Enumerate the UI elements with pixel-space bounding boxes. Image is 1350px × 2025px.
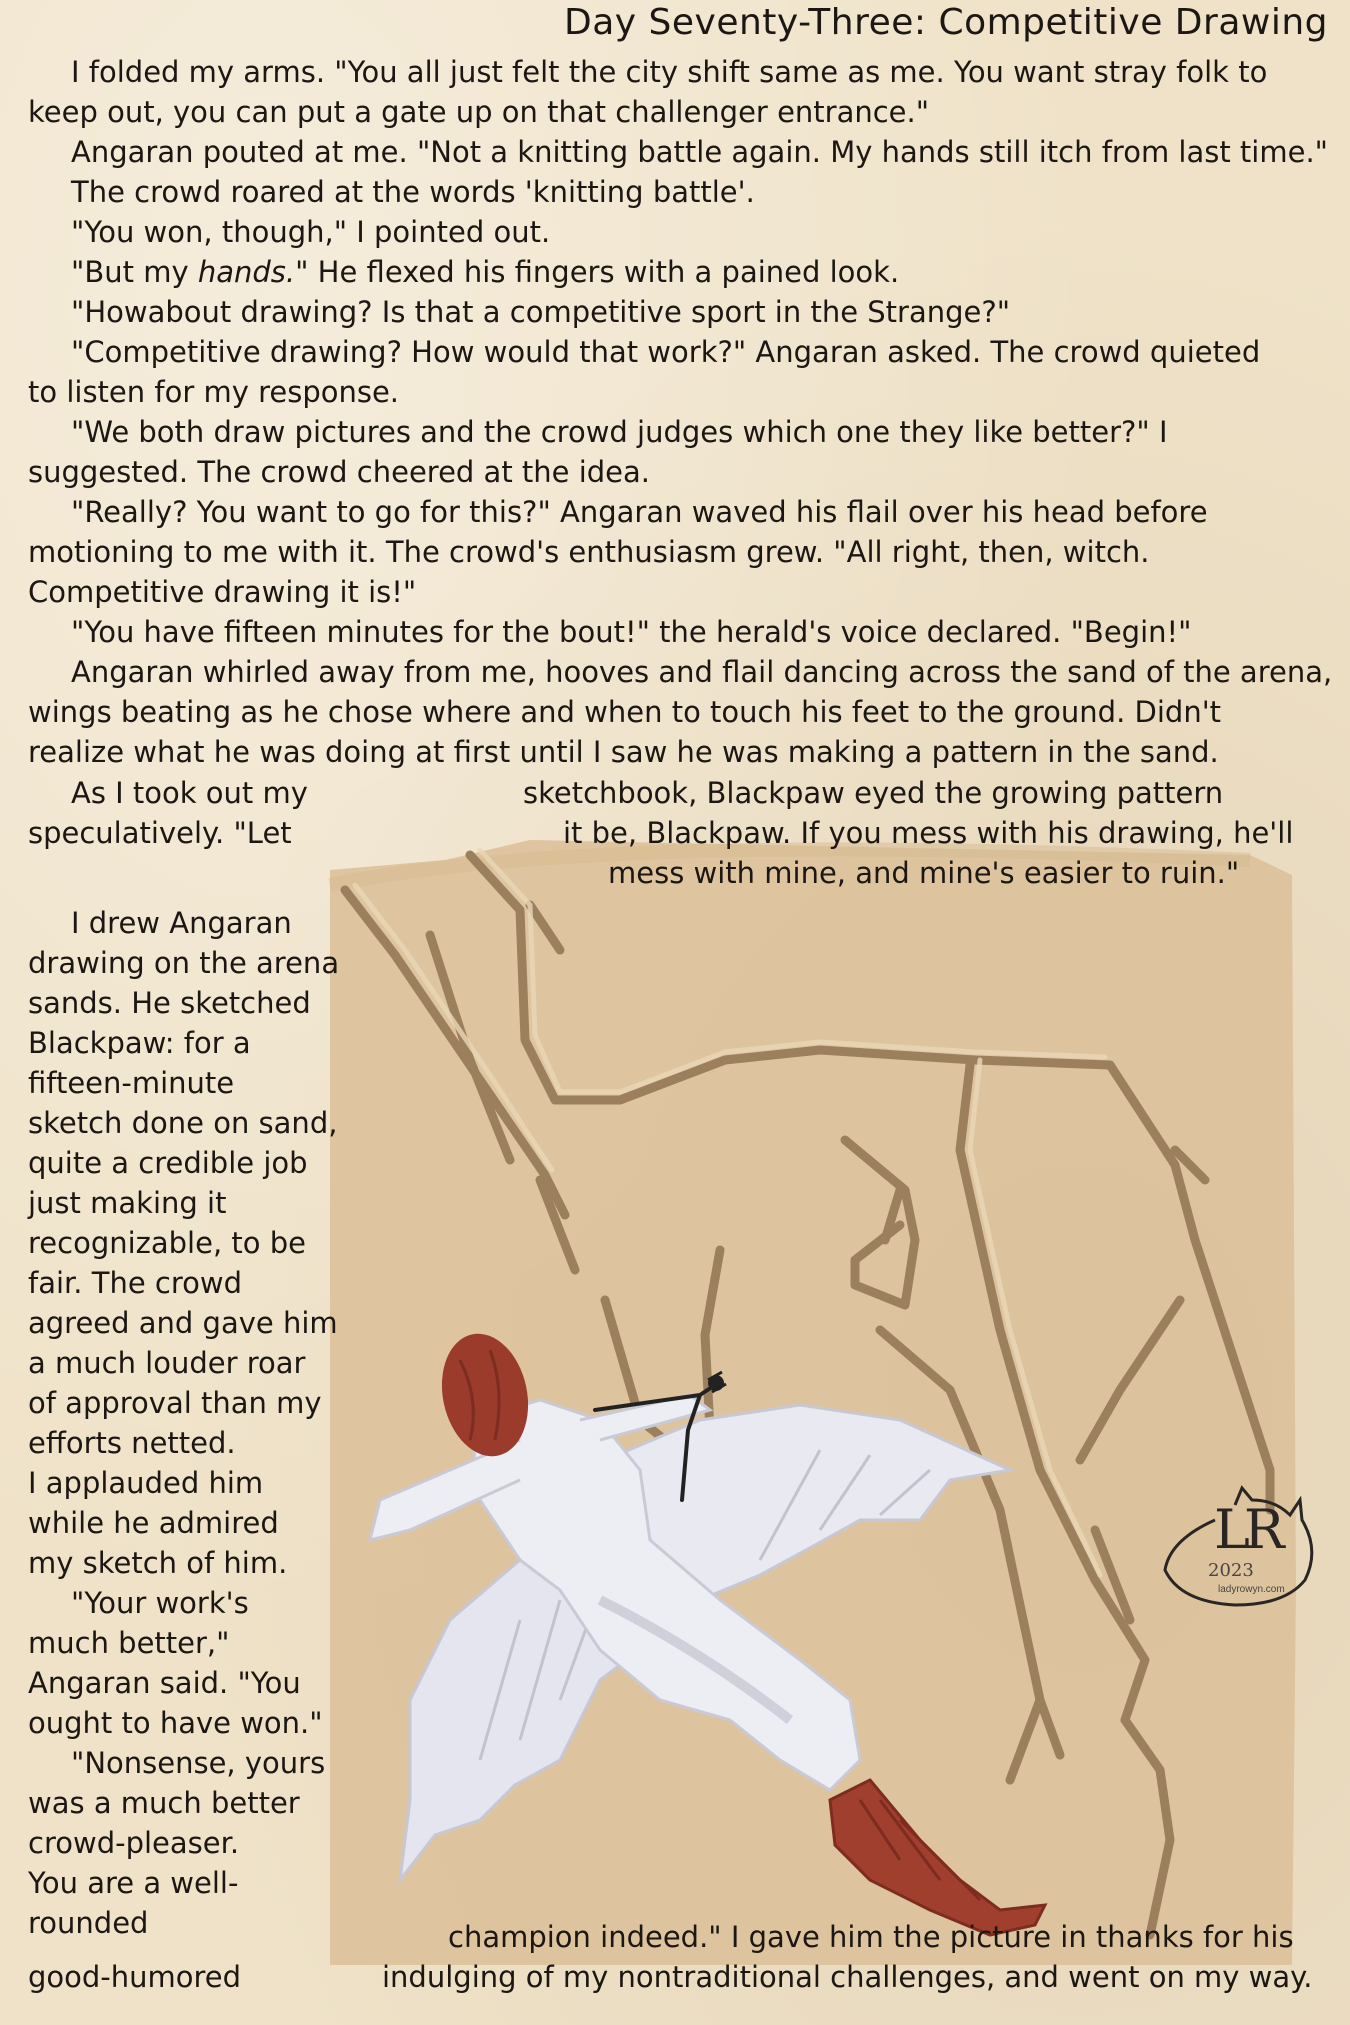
text-line: "Howabout drawing? Is that a competitive sport in the Strange?" (71, 295, 1011, 329)
text-line: much better," (28, 1626, 230, 1660)
text-line: champion indeed." I gave him the picture in thanks for his (448, 1920, 1294, 1954)
text-line: recognizable, to be (28, 1226, 306, 1260)
text-line: "We both draw pictures and the crowd judges which one they like better?" I (71, 415, 1168, 449)
text-line: of approval than my (28, 1386, 322, 1420)
text-line: Angaran whirled away from me, hooves and flail dancing across the sand of the arena, (71, 655, 1333, 689)
text-line: Blackpaw: for a (28, 1026, 251, 1060)
text-line: I drew Angaran (71, 906, 292, 940)
text-line: Angaran pouted at me. "Not a knitting battle again. My hands still itch from last time." (71, 135, 1329, 169)
text-line: fifteen-minute (28, 1066, 235, 1100)
text-line: wings beating as he chose where and when to touch his feet to the ground. Didn't (28, 695, 1222, 729)
text-line: The crowd roared at the words 'knitting battle'. (71, 175, 755, 209)
signature (1160, 1488, 1310, 1603)
text-line: ought to have won." (28, 1706, 323, 1740)
text-line: fair. The crowd (28, 1266, 242, 1300)
text-span: "But my (71, 255, 198, 289)
text-line: rounded (28, 1906, 149, 1940)
text-line: You are a well- (28, 1866, 239, 1900)
text-line: Angaran said. "You (28, 1666, 301, 1700)
text-line: crowd-pleaser. (28, 1826, 240, 1860)
text-line: quite a credible job (28, 1146, 308, 1180)
signature-monogram: LR (1214, 1498, 1279, 1561)
text-line: keep out, you can put a gate up on that challenger entrance." (28, 95, 930, 129)
text-line: sketchbook, Blackpaw eyed the growing pattern (523, 776, 1224, 810)
text-line: "You have fifteen minutes for the bout!" the herald's voice declared. "Begin!" (71, 615, 1192, 649)
text-line: while he admired (28, 1506, 279, 1540)
text-line: "Nonsense, yours (71, 1746, 326, 1780)
text-line: "You won, though," I pointed out. (71, 215, 551, 249)
emphasis: hands. (197, 255, 296, 289)
text-line: to listen for my response. (28, 375, 400, 409)
text-line: "Your work's (71, 1586, 249, 1620)
text-line: As I took out my (71, 776, 308, 810)
text-line: "Really? You want to go for this?" Angaran waved his flail over his head before (71, 495, 1208, 529)
text-line: efforts netted. (28, 1426, 236, 1460)
text-line: suggested. The crowd cheered at the idea. (28, 455, 651, 489)
text-line: was a much better (28, 1786, 300, 1820)
text-line: just making it (28, 1186, 227, 1220)
text-span: " He flexed his fingers with a pained look. (295, 255, 900, 289)
text-line: good-humored (28, 1960, 242, 1994)
page-title: Day Seventy-Three: Competitive Drawing (563, 2, 1328, 43)
text-line: sketch done on sand, (28, 1106, 338, 1140)
text-line: my sketch of him. (28, 1546, 288, 1580)
text-line: it be, Blackpaw. If you mess with his drawing, he'll (563, 816, 1294, 850)
text-line: indulging of my nontraditional challenges, and went on my way. (382, 1960, 1313, 1994)
text-line: a much louder roar (28, 1346, 306, 1380)
text-line (28, 252, 899, 292)
signature-url: ladyrowyn.com (1218, 1584, 1285, 1595)
signature-year: 2023 (1208, 1560, 1254, 1581)
text-line: mess with mine, and mine's easier to ruin." (608, 856, 1240, 890)
text-line: I folded my arms. "You all just felt the city shift same as me. You want stray folk to (71, 55, 1268, 89)
text-line: Competitive drawing it is!" (28, 575, 417, 609)
text-line: realize what he was doing at first until I saw he was making a pattern in the sand. (28, 735, 1219, 769)
text-line: speculatively. "Let (28, 816, 292, 850)
text-line: "Competitive drawing? How would that work?" Angaran asked. The crowd quieted (71, 335, 1261, 369)
text-line: drawing on the arena (28, 946, 340, 980)
text-line: motioning to me with it. The crowd's enthusiasm grew. "All right, then, witch. (28, 535, 1150, 569)
text-line: sands. He sketched (28, 986, 311, 1020)
text-line: I applauded him (28, 1466, 264, 1500)
text-line: agreed and gave him (28, 1306, 338, 1340)
